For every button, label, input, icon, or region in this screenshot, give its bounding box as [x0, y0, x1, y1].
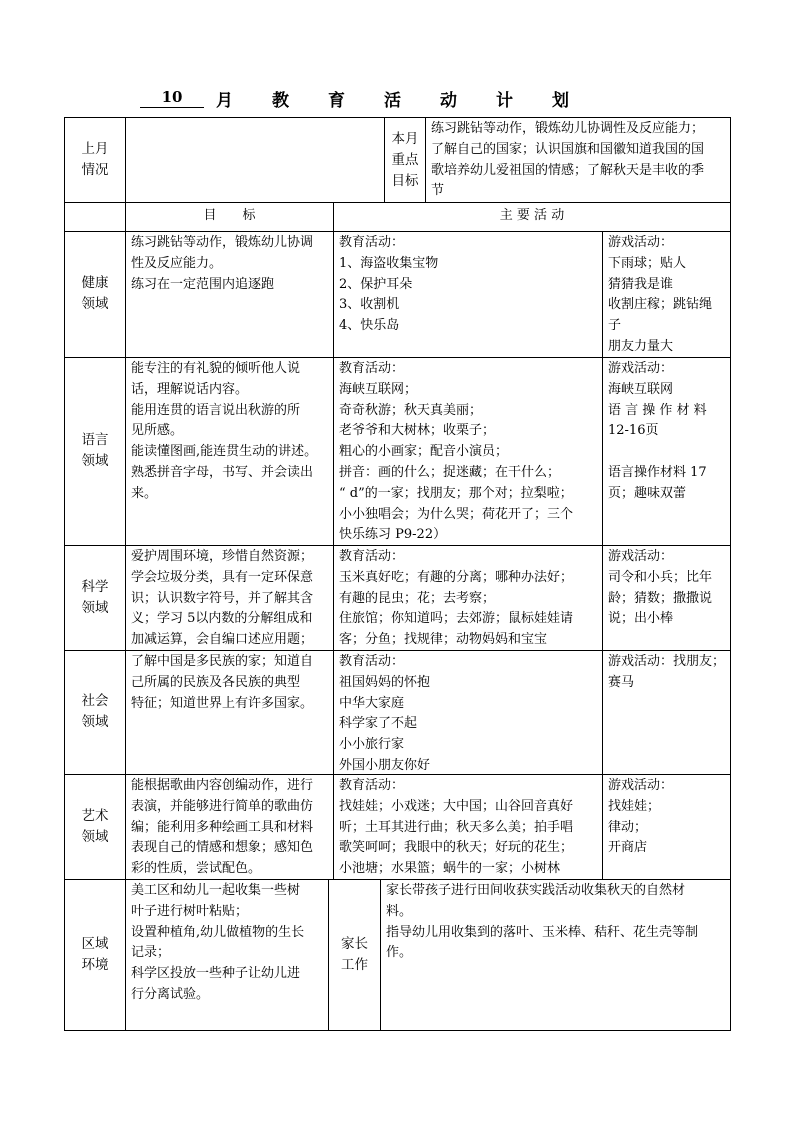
- science-goals: 爱护周围环境，珍惜自然资源； 学会垃圾分类，具有一定环保意 识；认识数字符号，并了解其含 义；学习 5以内数的分解组成和 加减运算，会自编口述应用题；: [131, 549, 314, 648]
- language-game-activities: 游戏活动： 海峡互联网 语 言 操 作 材 料 12-16页 语言操作材料 17 页；趣味双蕾: [608, 361, 707, 501]
- art-education-activities: 教育活动： 找娃娃；小戏迷；大中国；山谷回音真好 听；土耳其进行曲；秋天多么美；拍手唱 歌笑呵呵；我眼中的秋天；好玩的花生； 小池塘；水果篮；蜗牛的一家；小树林: [339, 778, 574, 877]
- domain-label-language: 语言 领域: [81, 432, 109, 469]
- language-goals: 能专注的有礼貌的倾听他人说 话，理解说话内容。 能用连贯的语言说出秋游的所 见所感。 能读懂图画,能连贯生动的讲述。 熟悉拼音字母，书写、并会读出 来。: [131, 361, 318, 501]
- document-title: [0, 86, 794, 112]
- health-goals: 练习跳钻等动作，锻炼幼儿协调 性及反应能力。 练习在一定范围内追逐跑: [131, 235, 314, 292]
- language-education-activities: 教育活动： 海峡互联网； 奇奇秋游；秋天真美丽； 老爷爷和大树林；收栗子； 粗心的小画家；配音小演员； 拼音：画的什么；捉迷藏；在干什么； “ d”的一家；找朋友；那个对；拉梨啦； 小小独唱会；为什么哭；荷花开了；三个 快乐练习 P9-22）: [339, 361, 574, 543]
- society-goals: 了解中国是多民族的家；知道自 己所属的民族及各民族的典型 特征；知道世界上有许多国家。: [131, 654, 314, 711]
- title-char: 划: [552, 91, 569, 111]
- parents-content: 家长带孩子进行田间收获实践活动收集秋天的自然材 料。 指导幼儿用收集到的落叶、玉米棒、秸秆、花生壳等制 作。: [386, 883, 699, 961]
- title-char: 活: [384, 91, 401, 111]
- health-education-activities: 教育活动： 1、海盗收集宝物 2、保护耳朵 3、收割机 4、快乐岛: [339, 235, 439, 334]
- art-goals: 能根据歌曲内容创编动作，进行 表演，并能够进行简单的歌曲仿 编；能利用多种绘画工具和材料 表现自己的情感和想象；感知色 彩的性质，尝试配色。: [131, 778, 314, 877]
- domain-label-society: 社会 领域: [81, 693, 109, 730]
- domain-label-health: 健康 领域: [81, 275, 109, 312]
- title-char: 育: [328, 91, 345, 111]
- region-content: 美工区和幼儿一起收集一些树 叶子进行树叶粘贴； 设置种植角,幼儿做植物的生长 记录； 科学区投放一些种子让幼儿进 行分离试验。: [131, 883, 305, 1002]
- parents-label: 家长 工作: [341, 936, 368, 973]
- title-char: 计: [496, 91, 513, 111]
- goal-column-header: 目 标: [203, 208, 256, 223]
- title-char: 月: [216, 91, 233, 111]
- title-month: 10: [140, 88, 204, 108]
- health-game-activities: 游戏活动： 下雨球；贴人 猜猜我是谁 收割庄稼；跳钻绳 子 朋友力量大: [608, 235, 713, 354]
- domain-label-science: 科学 领域: [81, 579, 109, 616]
- activity-column-header: 主 要 活 动: [499, 208, 565, 223]
- domain-label-art: 艺术 领域: [81, 808, 109, 845]
- art-game-activities: 游戏活动： 找娃娃； 律动； 开商店: [608, 778, 674, 856]
- title-char: 动: [440, 91, 457, 111]
- society-game-activities: 游戏活动：找朋友； 赛马: [608, 654, 726, 690]
- society-education-activities: 教育活动： 祖国妈妈的怀抱 中华大家庭 科学家了不起 小小旅行家 外国小朋友你好: [339, 654, 431, 773]
- science-education-activities: 教育活动： 玉米真好吃；有趣的分离；哪种办法好； 有趣的昆虫；花；去考察； 住旅馆；你知道吗；去郊游；鼠标娃娃请 客；分鱼；找规律；动物妈妈和宝宝: [339, 549, 574, 648]
- focus-label: 本月 重点 目标: [391, 131, 419, 189]
- region-label: 区域 环境: [81, 936, 109, 973]
- title-char: 教: [272, 91, 289, 111]
- focus-goals: 练习跳钻等动作，锻炼幼儿协调性及反应能力； 了解自己的国家；认识国旗和国徽知道我国的国 歌培养幼儿爱祖国的情感；了解秋天是丰收的季 节: [431, 121, 705, 199]
- science-game-activities: 游戏活动： 司令和小兵；比年 龄；猜数；撒撒说 说；出小棒: [608, 549, 713, 627]
- last-month-label: 上月 情况: [81, 141, 109, 178]
